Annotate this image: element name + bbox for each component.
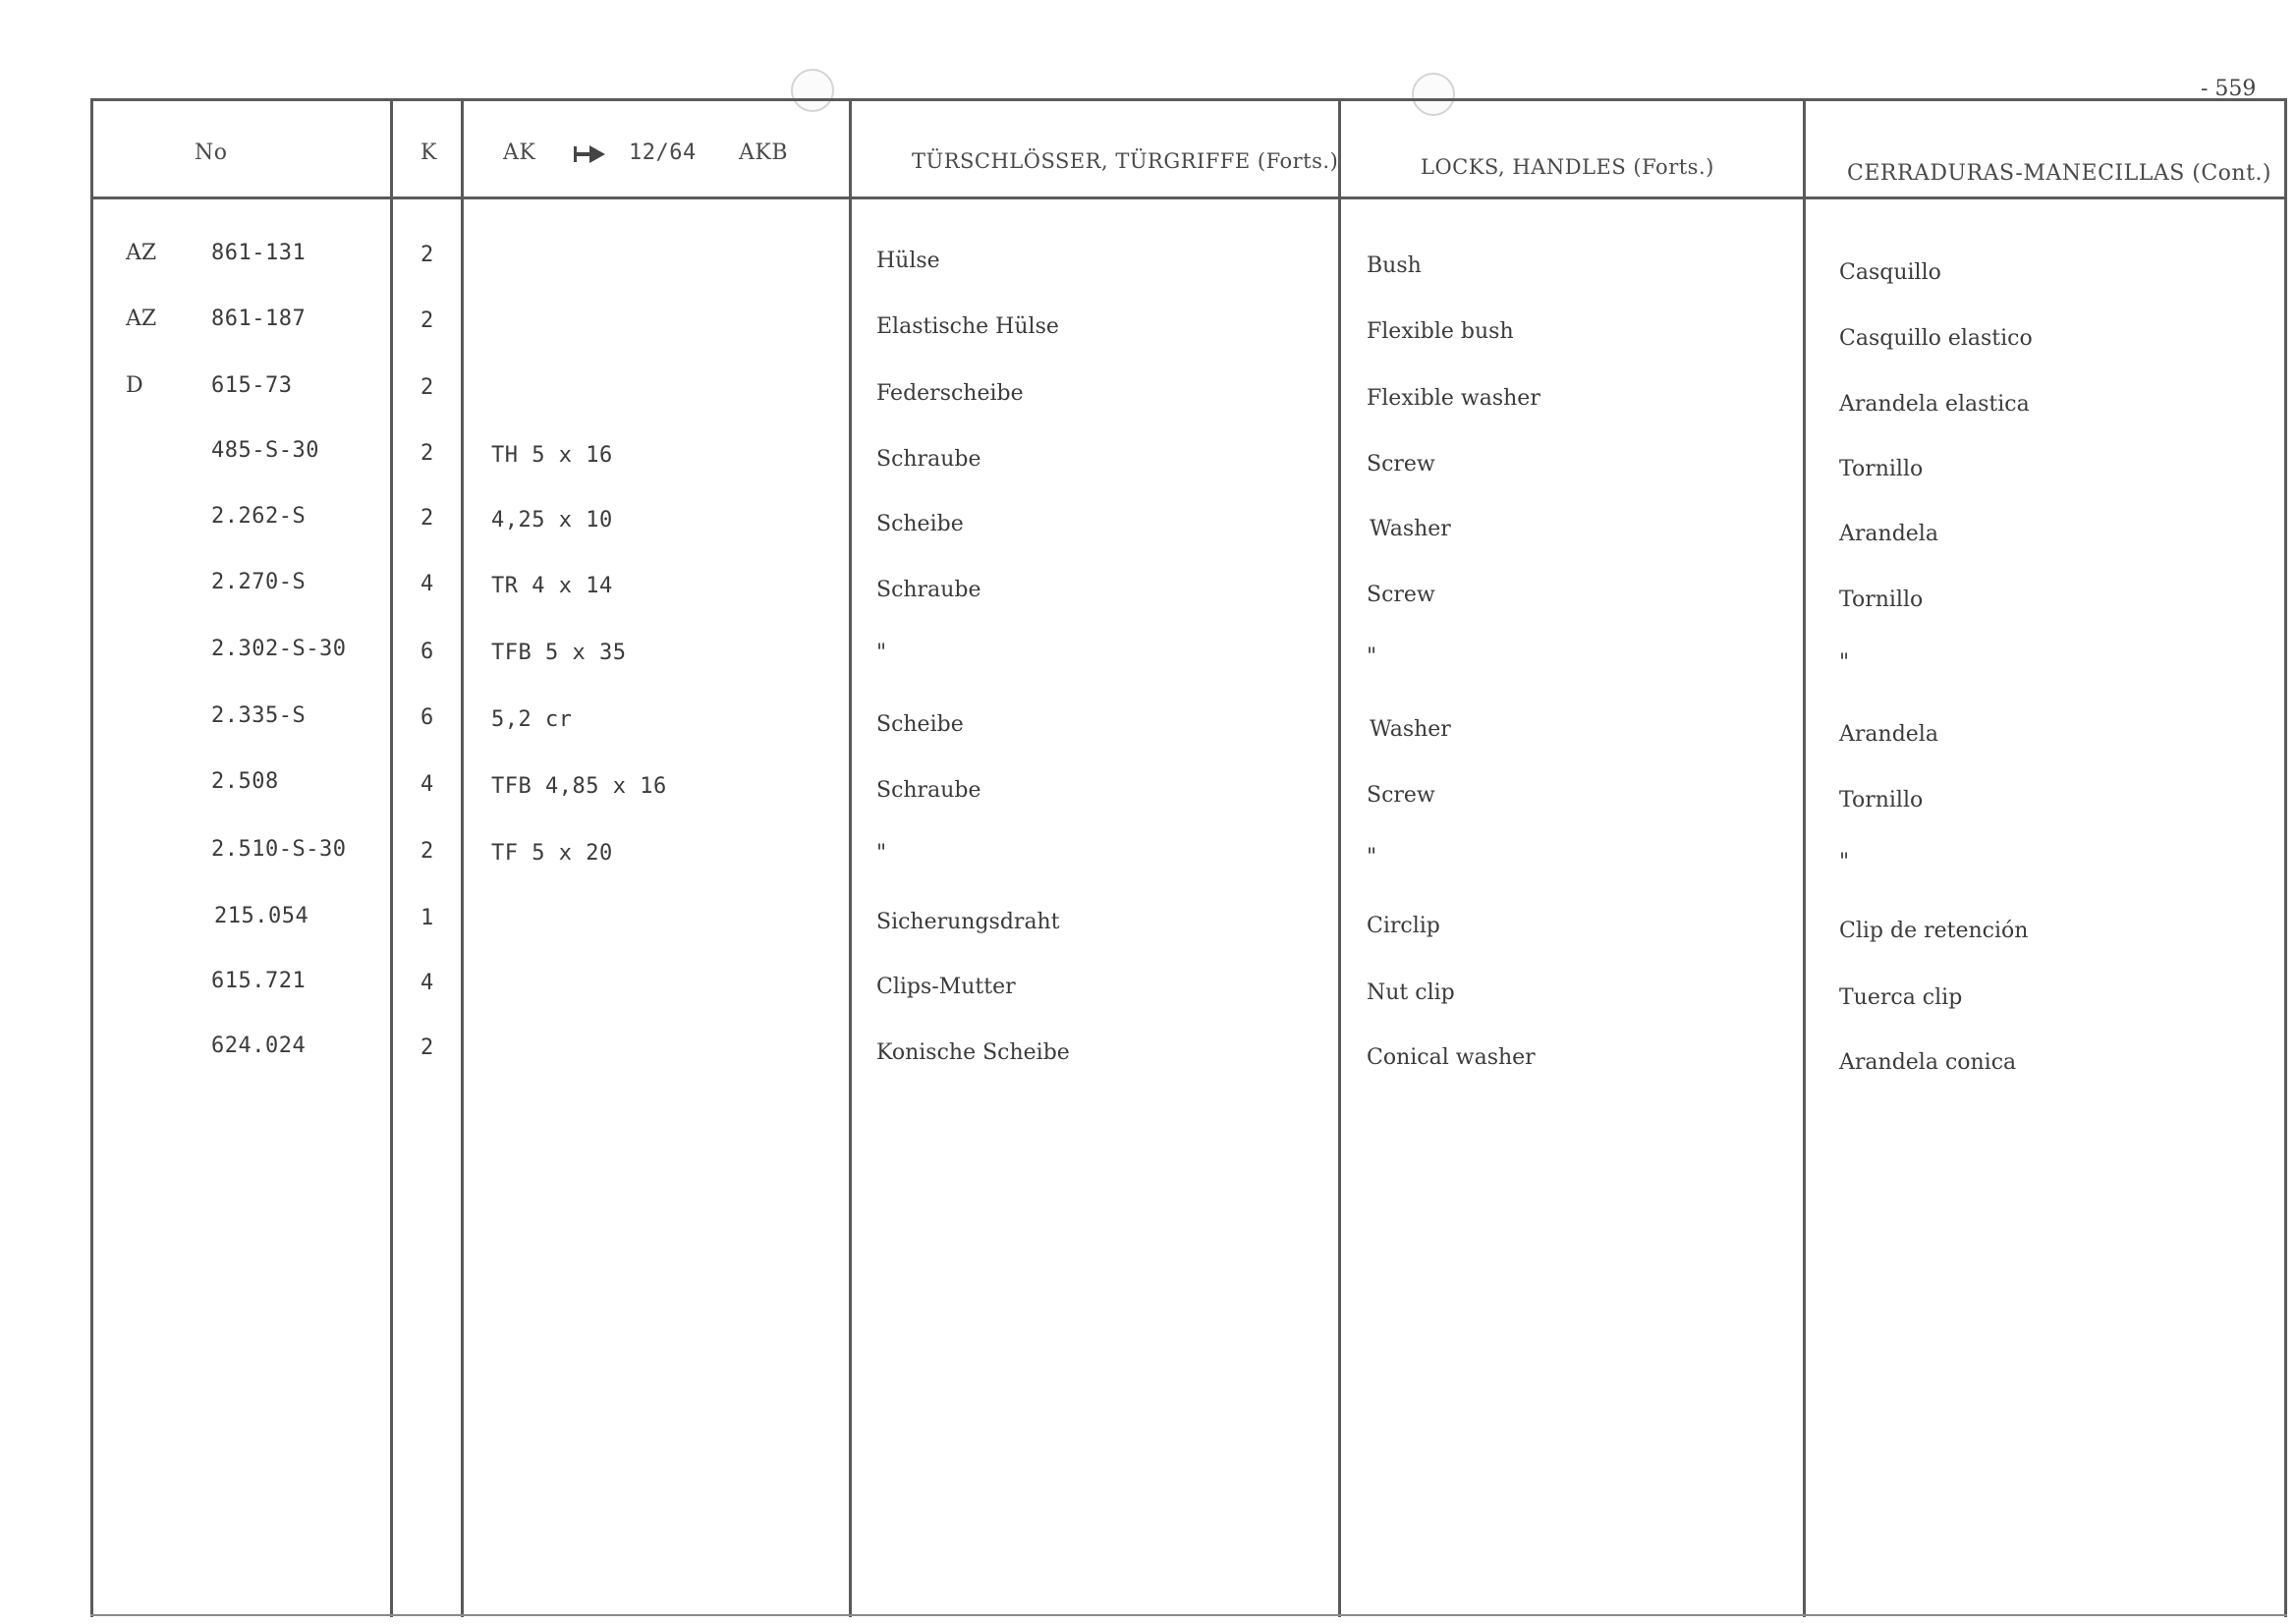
description-english: Screw xyxy=(1367,783,1435,808)
description-spanish: Clip de retención xyxy=(1839,919,2029,943)
description-spanish: Tornillo xyxy=(1839,457,1924,481)
description-german: Scheibe xyxy=(876,512,964,536)
part-number: 2.302-S-30 xyxy=(211,637,347,661)
description-german: Elastische Hülse xyxy=(876,314,1059,339)
header-ak-date: 12/64 xyxy=(629,140,697,165)
quantity: 2 xyxy=(420,243,434,267)
part-number: 615.721 xyxy=(211,969,307,993)
quantity: 2 xyxy=(420,1036,434,1060)
ak-dimension: TH 5 x 16 xyxy=(491,443,613,468)
row-prefix: D xyxy=(126,373,143,398)
row-prefix: AZ xyxy=(126,241,157,265)
description-spanish: " xyxy=(1839,850,1850,874)
quantity: 6 xyxy=(420,705,434,730)
part-number: 2.262-S xyxy=(211,504,307,529)
quantity: 2 xyxy=(420,839,434,864)
ak-dimension: TF 5 x 20 xyxy=(491,841,613,866)
header-k: K xyxy=(420,140,437,165)
description-spanish: Casquillo elastico xyxy=(1839,326,2033,351)
page-number: - 559 xyxy=(2201,77,2257,101)
description-german: Schraube xyxy=(876,578,981,602)
description-spanish: Arandela conica xyxy=(1839,1050,2017,1075)
description-english: Flexible bush xyxy=(1367,319,1514,344)
header-divider xyxy=(90,196,2287,199)
column-divider xyxy=(461,98,464,1617)
description-english: Circlip xyxy=(1367,914,1440,938)
description-english: Bush xyxy=(1367,253,1422,278)
quantity: 4 xyxy=(420,971,434,995)
part-number: 861-131 xyxy=(211,241,307,265)
ak-dimension: 5,2 cr xyxy=(491,707,573,732)
description-spanish: Tornillo xyxy=(1839,788,1924,812)
column-divider xyxy=(849,98,852,1617)
part-number: 861-187 xyxy=(211,307,307,331)
description-german: Sicherungsdraht xyxy=(876,910,1060,934)
quantity: 2 xyxy=(420,308,434,333)
quantity: 2 xyxy=(420,375,434,400)
description-english: Screw xyxy=(1367,452,1435,476)
quantity: 2 xyxy=(420,441,434,466)
row-prefix: AZ xyxy=(126,307,157,331)
description-german: " xyxy=(876,841,887,866)
description-english: Screw xyxy=(1367,583,1435,607)
header-ak: AK xyxy=(503,140,536,165)
header-akb: AKB xyxy=(739,140,788,165)
description-spanish: Tuerca clip xyxy=(1839,985,1963,1010)
ak-dimension: TFB 4,85 x 16 xyxy=(491,774,667,799)
header-spanish: CERRADURAS-MANECILLAS (Cont.) xyxy=(1847,161,2272,186)
header-english: LOCKS, HANDLES (Forts.) xyxy=(1421,155,1714,179)
description-spanish: Arandela xyxy=(1839,522,1938,546)
quantity: 4 xyxy=(420,772,434,797)
part-number: 624.024 xyxy=(211,1034,307,1058)
description-english: Nut clip xyxy=(1367,980,1455,1005)
description-german: " xyxy=(876,641,887,665)
part-number: 215.054 xyxy=(214,904,309,928)
ak-dimension: TFB 5 x 35 xyxy=(491,641,627,665)
description-spanish: Arandela elastica xyxy=(1839,392,2030,417)
description-german: Schraube xyxy=(876,447,981,472)
column-divider xyxy=(390,98,393,1617)
description-english: Conical washer xyxy=(1367,1045,1536,1070)
column-divider xyxy=(1803,98,1806,1617)
description-german: Scheibe xyxy=(876,712,964,737)
quantity: 4 xyxy=(420,572,434,596)
quantity: 6 xyxy=(420,640,434,664)
part-number: 2.335-S xyxy=(211,703,307,728)
ak-dimension: 4,25 x 10 xyxy=(491,508,613,532)
part-number: 2.270-S xyxy=(211,570,307,594)
description-english: Flexible washer xyxy=(1367,386,1540,411)
description-german: Schraube xyxy=(876,778,981,803)
quantity: 2 xyxy=(420,506,434,531)
description-english: Washer xyxy=(1370,517,1451,541)
part-number: 2.508 xyxy=(211,769,279,794)
description-spanish: Arandela xyxy=(1839,722,1938,747)
column-divider xyxy=(1338,98,1341,1617)
description-german: Federscheibe xyxy=(876,381,1024,406)
description-english: Washer xyxy=(1370,717,1451,742)
header-no: No xyxy=(195,140,228,165)
table-bottom-rule xyxy=(90,1614,2287,1616)
arrow-right-icon xyxy=(572,143,607,165)
part-number: 485-S-30 xyxy=(211,438,319,463)
description-german: Hülse xyxy=(876,249,940,273)
description-german: Konische Scheibe xyxy=(876,1040,1070,1065)
description-english: " xyxy=(1367,644,1377,669)
quantity: 1 xyxy=(420,906,434,930)
description-spanish: " xyxy=(1839,650,1850,675)
description-english: " xyxy=(1367,845,1377,869)
description-spanish: Casquillo xyxy=(1839,260,1941,285)
ak-dimension: TR 4 x 14 xyxy=(491,574,613,598)
description-spanish: Tornillo xyxy=(1839,588,1924,612)
part-number: 615-73 xyxy=(211,373,293,398)
part-number: 2.510-S-30 xyxy=(211,837,347,862)
description-german: Clips-Mutter xyxy=(876,975,1016,999)
header-german: TÜRSCHLÖSSER, TÜRGRIFFE (Forts.) xyxy=(912,149,1339,173)
